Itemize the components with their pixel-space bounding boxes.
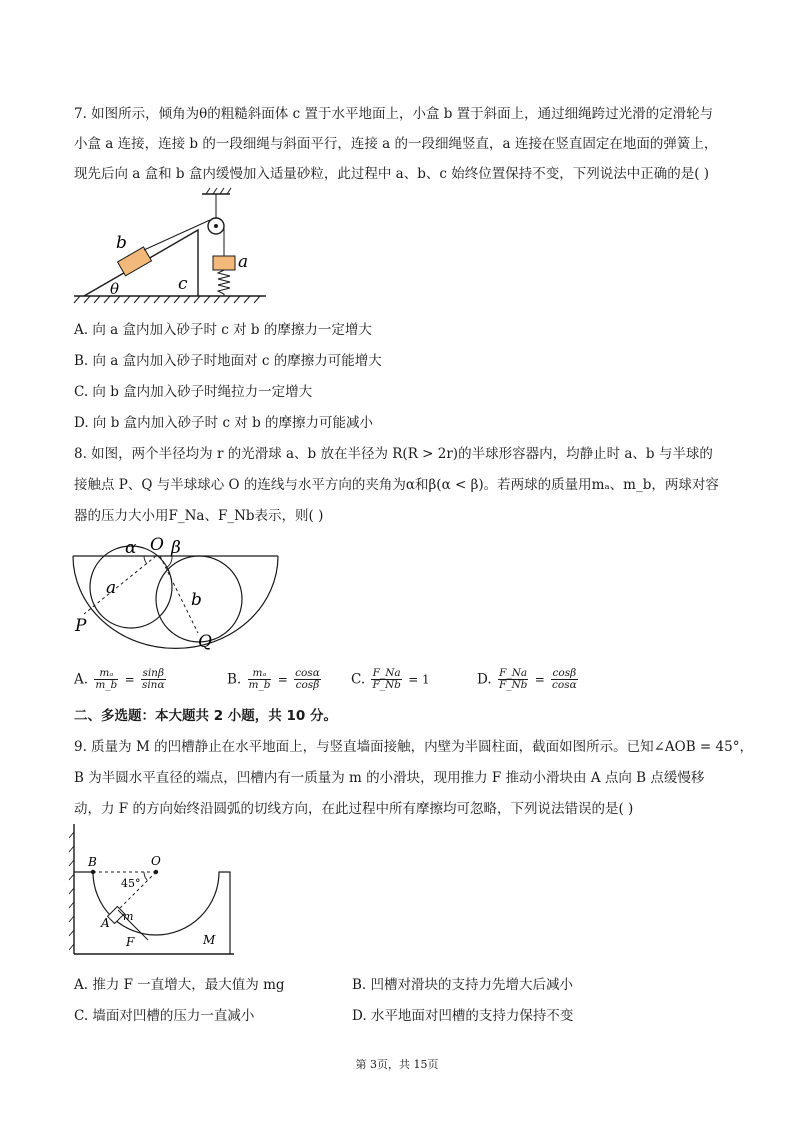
q8-option-a-frac-right [141, 668, 166, 691]
q9-option-a: A. 推力 F 一直增大，最大值为 mg [74, 977, 285, 993]
numerator: F_Na [372, 667, 401, 679]
q7-line-3: 现先后向 a 盒和 b 盒内缓慢加入适量砂粒，此过程中 a、b、c 始终位置保持不变，下列说法中正确的是( ) [74, 166, 710, 182]
q7-option-c: C. 向 b 盒内加入砂子时绳拉力一定增大 [74, 384, 313, 400]
q8-option-d [477, 668, 580, 691]
q9-line-2: B 为半圆水平直径的端点，凹槽内有一质量为 m 的小滑块，现用推力 F 推动小滑块由 A 点向 B 点缓慢移 [74, 770, 705, 786]
q7-option-a: A. 向 a 盒内加入砂子时 c 对 b 的摩擦力一定增大 [74, 322, 372, 338]
q7-option-d: D. 向 b 盒内加入砂子时 c 对 b 的摩擦力可能减小 [74, 415, 374, 431]
numerator: cosβ [552, 667, 577, 679]
q8-label-b: b [191, 590, 202, 610]
q7-line-2: 小盒 a 连接，连接 b 的一段细绳与斜面平行，连接 a 的一段细绳竖直，a 连接在竖直固定在地面的弹簧上， [74, 136, 718, 152]
q8-label-a: a [106, 578, 117, 598]
q8-option-d-label: D. [477, 671, 492, 688]
numerator: sinβ [142, 667, 165, 679]
denominator: m_b [248, 679, 271, 691]
section-header-multi-choice: 二、多选题：本大题共 2 小题，共 10 分。 [74, 708, 337, 724]
q8-label-q: Q [198, 632, 212, 652]
q8-label-beta: β [171, 538, 181, 558]
q8-option-a [74, 668, 168, 691]
q7-label-a: a [238, 252, 249, 272]
q9-label-m: m [123, 910, 134, 923]
q7-option-b: B. 向 a 盒内加入砂子时地面对 c 的摩擦力可能增大 [74, 353, 382, 369]
q8-line-3: 器的压力大小用F_Na、F_Nb表示，则( ) [74, 508, 324, 524]
q9-label-big-m: M [203, 933, 216, 947]
q8-option-c-frac [371, 668, 401, 691]
numerator: cosα [295, 667, 320, 679]
equals-sign: = [124, 672, 135, 687]
q8-figure [70, 530, 280, 662]
denominator: m_b [95, 679, 118, 691]
q8-option-a-label: A. [74, 671, 89, 688]
q7-label-theta: θ [110, 280, 120, 298]
q8-option-c [351, 668, 430, 691]
q8-option-b-frac-right [294, 668, 321, 691]
denominator: cosβ [295, 679, 320, 691]
q8-label-p: P [75, 616, 87, 636]
numerator: F_Na [499, 667, 528, 679]
q9-label-f: F [126, 935, 135, 949]
q9-label-b: B [88, 855, 97, 869]
q8-option-c-label: C. [351, 671, 366, 688]
q8-option-b-label: B. [227, 671, 242, 688]
q9-line-1: 9. 质量为 M 的凹槽静止在水平地面上，与竖直墙面接触，内壁为半圆柱面，截面如图所示。已知∠AOB = 45°， [74, 739, 753, 755]
q8-option-d-frac-left [498, 668, 528, 691]
denominator: sinα [141, 679, 165, 691]
equals-sign: = [277, 672, 288, 687]
q8-option-d-frac-right [551, 668, 578, 691]
q8-label-o: O [150, 535, 164, 555]
q8-option-b-frac-left [248, 668, 272, 691]
q9-option-c: C. 墙面对凹槽的压力一直减小 [74, 1008, 255, 1024]
equals-sign: = [534, 672, 545, 687]
numerator: mₐ [248, 668, 272, 680]
denominator: F_Nb [498, 679, 528, 691]
q8-option-b [227, 668, 323, 691]
numerator: mₐ [94, 668, 118, 680]
q8-option-a-frac-left [94, 668, 118, 691]
q9-label-o: O [151, 854, 161, 868]
page-footer: 第 3页，共 15页 [355, 1058, 439, 1071]
q7-label-b: b [116, 233, 127, 253]
q9-line-3: 动，力 F 的方向始终沿圆弧的切线方向，在此过程中所有摩擦均可忽略，下列说法错误的是( ) [74, 801, 634, 817]
q7-line-1: 7. 如图所示，倾角为θ的粗糙斜面体 c 置于水平地面上，小盒 b 置于斜面上，通过细绳跨过光滑的定滑轮与 [74, 106, 714, 122]
q9-option-d: D. 水平地面对凹槽的支持力保持不变 [352, 1008, 574, 1024]
q9-label-a: A [101, 916, 110, 930]
q9-figure [68, 822, 238, 962]
q8-label-alpha: α [125, 538, 137, 558]
q8-line-1: 8. 如图，两个半径均为 r 的光滑球 a、b 放在半径为 R(R > 2r)的半球形容器内，均静止时 a、b 与半球的 [74, 446, 713, 462]
q9-label-angle: 45° [121, 877, 141, 890]
equals-one: = 1 [408, 672, 430, 687]
q9-option-b: B. 凹槽对滑块的支持力先增大后减小 [352, 977, 574, 993]
denominator: F_Nb [372, 679, 401, 691]
q8-line-2: 接触点 P、Q 与半球球心 O 的连线与水平方向的夹角为α和β(α < β)。若两球的质量用mₐ、m_b，两球对容 [74, 477, 719, 493]
q7-figure [70, 186, 270, 308]
q7-label-c: c [178, 274, 188, 294]
denominator: cosα [552, 679, 577, 691]
